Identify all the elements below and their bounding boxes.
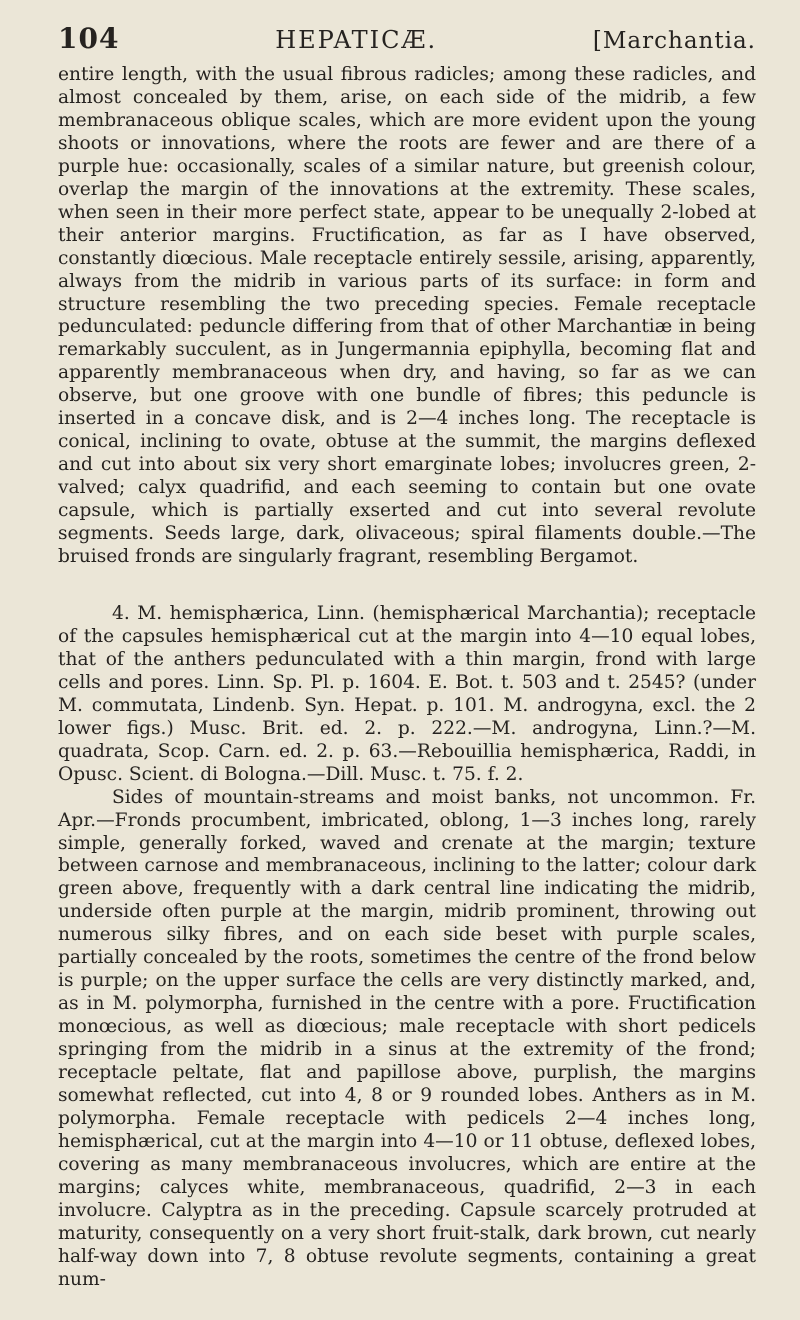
species-description-4: Sides of mountain-streams and moist banks, not uncommon. Fr. Apr.—Fronds procumbent, imbricated, oblong, 1—3 inches long, rarely simple, generally forked, waved and crenate at the margin; texture between carnose and membranaceous, inclining to the latter; colour dark green above, frequently with a dark central line indicating the midrib, underside often purple at the margin, midrib prominent, throwing out numerous silky fibres, and on each side beset with purple scales, partially concealed by the roots, sometimes the centre of the frond below is purple; on the upper surface the cells are very distinctly marked, and, as in M. polymorpha, furnished in the centre with a pore. Fructification monœcious, as well as diœcious; male receptacle with short pedicels springing from the midrib in a sinus at the extremity of the frond; receptacle peltate, flat and papillose above, purplish, the margins somewhat reflected, cut into 4, 8 or 9 rounded lobes. Anthers as in M. polymorpha. Female receptacle with pedicels 2—4 inches long, hemisphærical, cut at the margin into 4—10 or 11 obtuse, deflexed lobes, covering as many membranaceous involucres, which are entire at the margins; calyces white, membranaceous, quadrifid, 2—3 in each involucre. Calyptra as in the preceding. Capsule scarcely protruded at maturity, consequently on a very short fruit-stalk, dark brown, cut nearly half-way down into 7, 8 obtuse revolute segments, containing a great num- — [58, 786, 756, 1290]
section-title: [Marchantia. — [592, 28, 756, 54]
species-entry-4: 4. M. hemisphærica, Linn. (hemisphærical Marchantia); receptacle of the capsules hemisphærical cut at the margin into 4—10 equal lobes, that of the anthers pedunculated with a thin margin, frond with large cells and pores. Linn. Sp. Pl. p. 1604. E. Bot. t. 503 and t. 2545? (under M. commutata, Lindenb. Syn. Hepat. p. 101. M. androgyna, excl. the 2 lower figs.) Musc. Brit. ed. 2. p. 222.—M. androgyna, Linn.?—M. quadrata, Scop. Carn. ed. 2. p. 63.—Rebouillia hemisphærica, Raddi, in Opusc. Scient. di Bologna.—Dill. Musc. t. 75. f. 2. — [58, 602, 756, 785]
body-paragraph-1: entire length, with the usual fibrous radicles; among these radicles, and almost concealed by them, arise, on each side of the midrib, a few membranaceous oblique scales, which are more evident upon the young shoots or innovations, where the roots are fewer and are there of a purple hue: occasionally, scales of a similar nature, but greenish colour, overlap the margin of the innovations at the extremity. These scales, when seen in their more perfect state, appear to be unequally 2-lobed at their anterior margins. Fructification, as far as I have observed, constantly diœcious. Male receptacle entirely sessile, arising, apparently, always from the midrib in various parts of its surface: in form and structure resembling the two preceding species. Female receptacle pedunculated: peduncle differing from that of other Marchantiæ in being remarkably succulent, as in Jungermannia epiphylla, becoming flat and apparently membranaceous when dry, and having, so far as we can observe, but one groove with one bundle of fibres; this peduncle is inserted in a concave disk, and is 2—4 inches long. The receptacle is conical, inclining to ovate, obtuse at the summit, the margins deflexed and cut into about six very short emarginate lobes; involucres green, 2-valved; calyx quadrifid, and each seeming to contain but one ovate capsule, which is partially exserted and cut into several revolute segments. Seeds large, dark, olivaceous; spiral filaments double.—The bruised fronds are singularly fragrant, resembling Bergamot. — [58, 64, 756, 568]
page-title: HEPATICÆ. — [275, 26, 438, 54]
paragraph-gap — [58, 569, 756, 603]
running-head — [58, 22, 756, 64]
page-number: 104 — [58, 22, 120, 55]
